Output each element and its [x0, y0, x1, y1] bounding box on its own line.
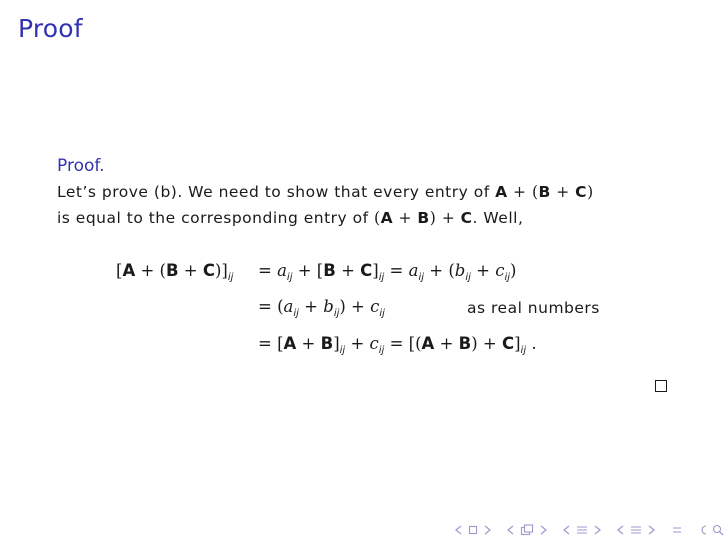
proof-heading: Proof. [57, 156, 105, 176]
proof-line-1-text: Let’s prove (b). We need to show that every entry of [57, 183, 490, 201]
subsection-next-icon[interactable] [538, 525, 548, 535]
document-next-icon[interactable] [646, 525, 656, 535]
equation-note: as real numbers [467, 299, 600, 317]
section-next-icon[interactable] [592, 525, 602, 535]
section-prev-icon[interactable] [562, 525, 572, 535]
beamer-navigation [454, 523, 728, 537]
subsection-icon[interactable] [520, 524, 534, 536]
align-icon[interactable] [672, 525, 682, 535]
equation-lhs: $[A + (B + C)]_{ij}$ [116, 261, 234, 283]
proof-line-2-end: . Well, [472, 209, 524, 227]
frame-prev-icon[interactable] [454, 525, 464, 535]
proof-block [57, 153, 677, 231]
proof-line-1 [57, 179, 677, 205]
frame-title: Proof [18, 14, 83, 43]
search-back-icon[interactable] [698, 525, 708, 535]
proof-line-2 [57, 205, 677, 231]
qed-square-icon [655, 380, 667, 392]
subsection-prev-icon[interactable] [506, 525, 516, 535]
document-prev-icon[interactable] [616, 525, 626, 535]
frame-next-icon[interactable] [482, 525, 492, 535]
expr-a-plus-b-plus-c: A + (B + C) [495, 183, 594, 201]
equation-row-1: = $a_{ij} + [B + C]_{ij} = a_{ij} + (b_{ij} + c_{ij})$ [258, 261, 517, 283]
expr-a-plus-b-then-c: (A + B) + C [374, 209, 473, 227]
frame-icon[interactable] [468, 525, 478, 535]
equation-row-2: = $(a_{ij} + b_{ij}) + c_{ij}$ [258, 297, 385, 319]
document-icon[interactable] [630, 525, 642, 535]
section-icon[interactable] [576, 525, 588, 535]
equation-row-3: = $[A + B]_{ij} + c_{ij} = [(A + B) + C]_{ij}$ . [258, 334, 537, 356]
proof-line-2-text: is equal to the corresponding entry of [57, 209, 369, 227]
search-icon[interactable] [712, 524, 724, 536]
